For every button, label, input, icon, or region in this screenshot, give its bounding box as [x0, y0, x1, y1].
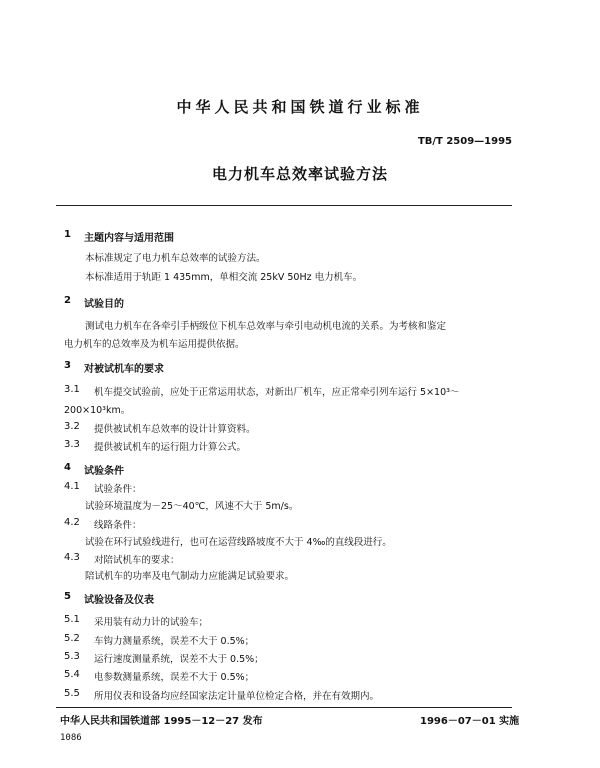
- section-1-number: 1: [64, 229, 71, 240]
- section-4-number: 4: [64, 462, 71, 473]
- section-4-title: 试验条件: [84, 466, 124, 477]
- item-4-1-number: 4.1: [64, 481, 80, 492]
- item-4-1-title: 试验条件：: [94, 484, 142, 495]
- item-3-2-text: 提供被试机车总效率的设计计算资料。: [94, 424, 256, 435]
- item-3-1-text-line-2: 200×10³km。: [64, 405, 131, 416]
- item-4-2-number: 4.2: [64, 517, 80, 528]
- org-title: 中华人民共和国铁道行业标准: [176, 98, 424, 116]
- item-3-3-number: 3.3: [64, 439, 80, 450]
- item-4-1-text: 试验环境温度为－25～40℃，风速不大于 5m/s。: [85, 501, 299, 512]
- item-5-4-number: 5.4: [64, 669, 80, 680]
- item-5-1-text: 采用装有动力计的试验车；: [94, 617, 209, 628]
- top-divider: [56, 205, 512, 206]
- bottom-divider: [56, 707, 512, 708]
- section-3-number: 3: [64, 360, 71, 371]
- item-5-2-number: 5.2: [64, 633, 80, 644]
- section-2-number: 2: [64, 295, 71, 306]
- section-1-title: 主题内容与适用范围: [84, 233, 174, 244]
- item-5-4-text: 电参数测量系统，误差不大于 0.5%；: [94, 672, 255, 683]
- item-4-3-text: 陪试机车的功率及电气制动力应能满足试验要求。: [85, 571, 295, 582]
- section-5-number: 5: [64, 591, 71, 602]
- item-5-5-text: 所用仪表和设备均应经国家法定计量单位检定合格，并在有效期内。: [94, 691, 380, 702]
- section-2-title: 试验目的: [84, 299, 124, 310]
- item-4-3-title: 对陪试机车的要求：: [94, 555, 180, 566]
- issue-date: 中华人民共和国铁道部 1995－12－27 发布: [60, 716, 263, 727]
- standard-number: TB/T 2509—1995: [417, 136, 512, 147]
- item-3-2-number: 3.2: [64, 421, 80, 432]
- section-3-title: 对被试机车的要求: [84, 364, 164, 375]
- item-4-2-title: 线路条件：: [94, 520, 142, 531]
- page-number: 1086: [60, 733, 82, 743]
- section-2-para-line-1: 测试电力机车在各牵引手柄级位下机车总效率与牵引电动机电流的关系。为考核和鉴定: [85, 321, 447, 332]
- section-1-para-1: 本标准规定了电力机车总效率的试验方法。: [85, 253, 266, 264]
- item-3-1-text-line-1: 机车提交试验前，应处于正常运用状态，对新出厂机车，应正常牵引列车运行 5×10³～: [94, 387, 460, 398]
- item-3-3-text: 提供被试机车的运行阻力计算公式。: [94, 442, 247, 453]
- item-4-3-number: 4.3: [64, 552, 80, 563]
- item-5-3-number: 5.3: [64, 651, 80, 662]
- item-5-2-text: 车钩力测量系统，误差不大于 0.5%；: [94, 636, 255, 647]
- item-5-3-text: 运行速度测量系统，误差不大于 0.5%；: [94, 654, 264, 665]
- item-5-1-number: 5.1: [64, 614, 80, 625]
- section-5-title: 试验设备及仪表: [84, 595, 154, 606]
- item-3-1-number: 3.1: [64, 384, 80, 395]
- item-4-2-text: 试验在环行试验线进行，也可在运营线路坡度不大于 4‰的直线段进行。: [85, 537, 392, 548]
- document-title: 电力机车总效率试验方法: [211, 165, 388, 183]
- section-2-para-line-2: 电力机车的总效率及为机车运用提供依据。: [64, 339, 245, 350]
- section-1-para-2: 本标准适用于轨距 1 435mm，单相交流 25kV 50Hz 电力机车。: [85, 272, 363, 283]
- effective-date: 1996－07－01 实施: [420, 716, 520, 727]
- item-5-5-number: 5.5: [64, 688, 80, 699]
